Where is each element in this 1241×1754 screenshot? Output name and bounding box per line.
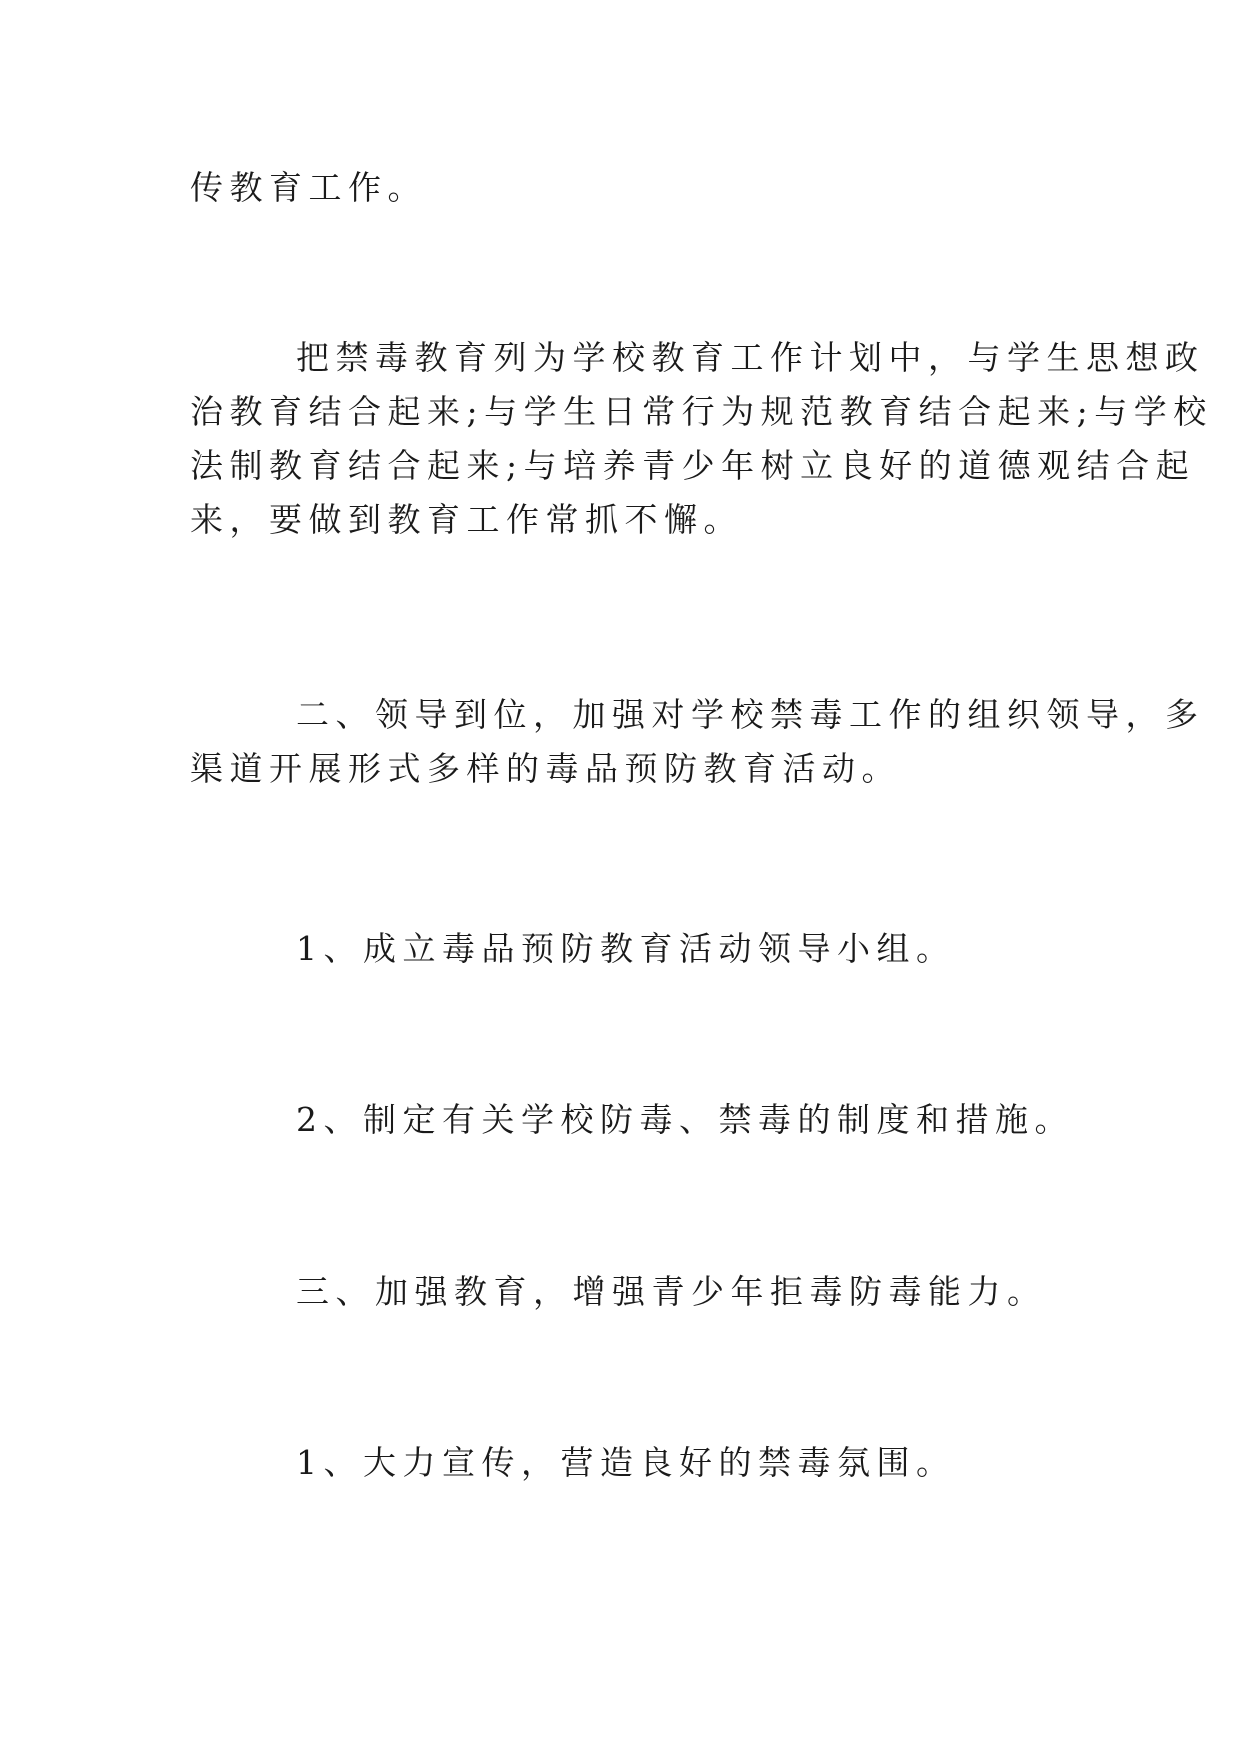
text-line: 二、领导到位，加强对学校禁毒工作的组织领导，多 xyxy=(296,695,1205,734)
list-item-1 xyxy=(190,922,1050,976)
section-heading-three xyxy=(190,1265,1050,1319)
text-line: 渠道开展形式多样的毒品预防教育活动。 xyxy=(190,749,901,788)
text-line: 1、大力宣传，营造良好的禁毒氛围。 xyxy=(296,1443,956,1482)
text-line: 法制教育结合起来;与培养青少年树立良好的道德观结合起 xyxy=(190,446,1196,485)
paragraph-education-plan xyxy=(190,331,1213,547)
paragraph-continuation xyxy=(190,161,1050,215)
text-line: 治教育结合起来;与学生日常行为规范教育结合起来;与学校 xyxy=(190,392,1213,431)
list-item-2 xyxy=(190,1093,1074,1147)
text-line: 2、制定有关学校防毒、禁毒的制度和措施。 xyxy=(296,1100,1074,1139)
section-heading-two xyxy=(190,688,1205,796)
text-line: 三、加强教育，增强青少年拒毒防毒能力。 xyxy=(296,1272,1047,1311)
text-line: 来，要做到教育工作常抓不懈。 xyxy=(190,500,743,539)
text-line: 传教育工作。 xyxy=(190,168,427,207)
text-line: 把禁毒教育列为学校教育工作计划中，与学生思想政 xyxy=(296,338,1205,377)
list-item-1b xyxy=(190,1436,1050,1490)
text-line: 1、成立毒品预防教育活动领导小组。 xyxy=(296,929,956,968)
